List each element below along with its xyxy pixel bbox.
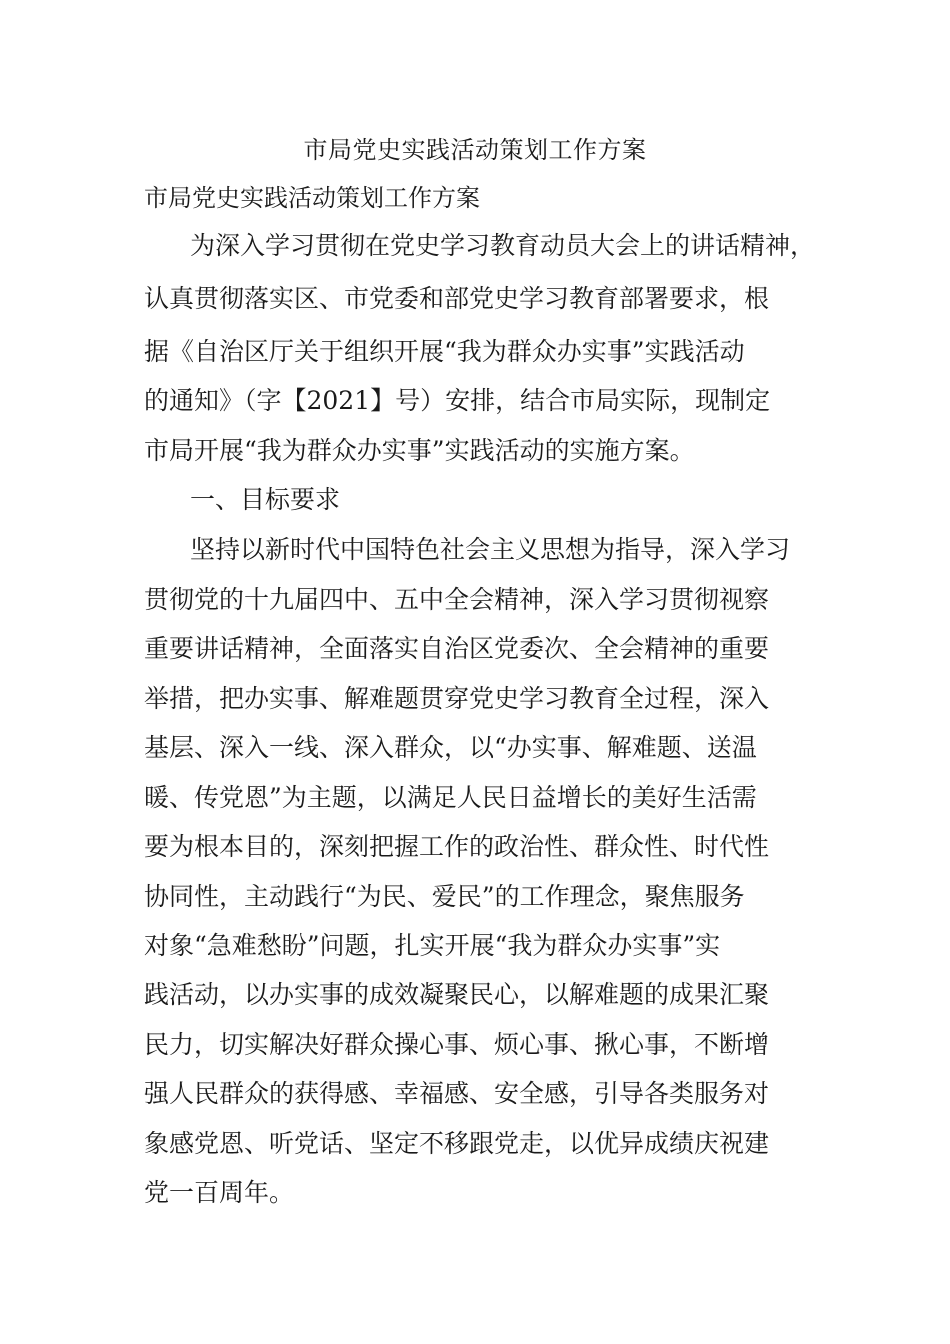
section-heading: 一、目标要求 xyxy=(190,485,341,514)
body-line: 党一百周年。 xyxy=(144,1178,295,1207)
body-line: 基层、深入一线、深入群众，以“办实事、解难题、送温 xyxy=(144,733,757,762)
intro-line: 认真贯彻落实区、市党委和部党史学习教育部署要求，根 xyxy=(144,284,770,313)
body-line: 对象“急难愁盼”问题，扎实开展“我为群众办实事”实 xyxy=(144,931,721,960)
body-line: 举措，把办实事、解难题贯穿党史学习教育全过程，深入 xyxy=(144,684,770,713)
intro-line: 市局开展“我为群众办实事”实践活动的实施方案。 xyxy=(144,436,695,465)
body-line: 重要讲话精神，全面落实自治区党委次、全会精神的重要 xyxy=(144,634,770,663)
body-line: 要为根本目的，深刻把握工作的政治性、群众性、时代性 xyxy=(144,832,770,861)
intro-line: 的通知》（字【2021】号）安排，结合市局实际，现制定 xyxy=(144,386,771,415)
body-line: 暖、传党恩”为主题，以满足人民日益增长的美好生活需 xyxy=(144,783,757,812)
intro-line: 据《自治区厅关于组织开展“我为群众办实事”实践活动 xyxy=(144,337,745,366)
body-line: 象感党恩、听党话、坚定不移跟党走，以优异成绩庆祝建 xyxy=(144,1129,770,1158)
body-line: 坚持以新时代中国特色社会主义思想为指导，深入学习 xyxy=(190,535,791,564)
document-subtitle: 市局党史实践活动策划工作方案 xyxy=(144,184,480,212)
body-line: 民力，切实解决好群众操心事、烦心事、揪心事，不断增 xyxy=(144,1030,770,1059)
intro-line: 为深入学习贯彻在党史学习教育动员大会上的讲话精神， xyxy=(190,231,816,260)
body-line: 协同性，主动践行“为民、爱民”的工作理念，聚焦服务 xyxy=(144,882,745,911)
body-line: 贯彻党的十九届四中、五中全会精神，深入学习贯彻视察 xyxy=(144,585,770,614)
body-line: 践活动，以办实事的成效凝聚民心，以解难题的成果汇聚 xyxy=(144,980,770,1009)
body-line: 强人民群众的获得感、幸福感、安全感，引导各类服务对 xyxy=(144,1079,770,1108)
document-title: 市局党史实践活动策划工作方案 xyxy=(303,136,647,164)
